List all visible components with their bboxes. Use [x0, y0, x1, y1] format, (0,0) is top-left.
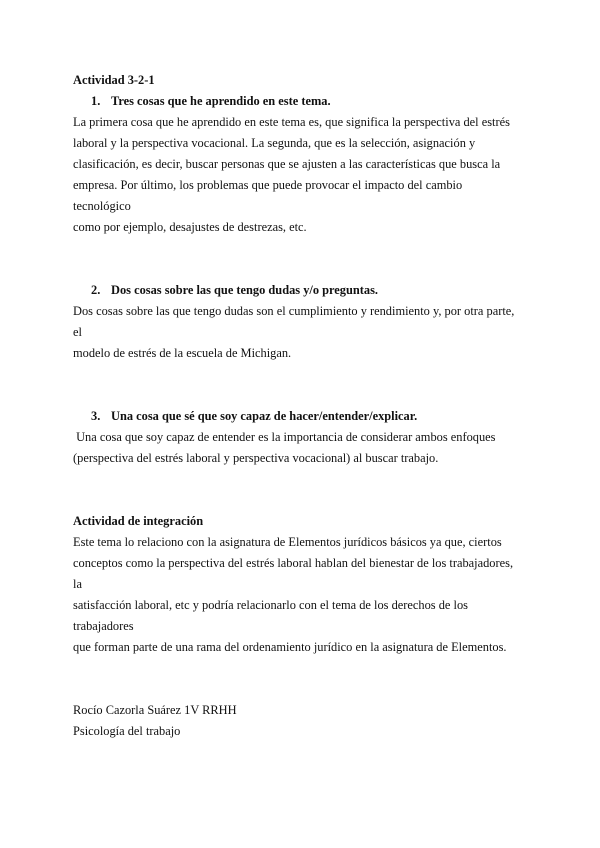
section-1-title: Tres cosas que he aprendido en este tema.	[111, 94, 331, 108]
body-line: que forman parte de una rama del ordenamiento jurídico en la asignatura de Elementos.	[73, 640, 507, 654]
body-line: (perspectiva del estrés laboral y perspectiva vocacional) al buscar trabajo.	[73, 451, 439, 465]
body-line: La primera cosa que he aprendido en este tema es, que significa la perspectiva del estrés	[73, 115, 510, 129]
section-1-heading	[73, 91, 523, 112]
body-line: Una cosa que soy capaz de entender es la importancia de considerar ambos enfoques	[73, 430, 496, 444]
spacer	[73, 238, 523, 280]
integration-body	[73, 532, 523, 658]
section-3-number: 3.	[91, 409, 101, 423]
body-line: Este tema lo relaciono con la asignatura de Elementos jurídicos básicos ya que, ciertos	[73, 535, 502, 549]
spacer	[73, 469, 523, 511]
section-1-number: 1.	[91, 94, 101, 108]
body-line: empresa. Por último, los problemas que puede provocar el impacto del cambio tecnológico	[73, 178, 463, 213]
subject-line: Psicología del trabajo	[73, 724, 181, 738]
body-line: como por ejemplo, desajustes de destrezas, etc.	[73, 220, 307, 234]
section-3-heading	[73, 406, 523, 427]
spacer	[73, 658, 523, 700]
activity-title: Actividad 3-2-1	[73, 73, 155, 87]
section-2-body	[73, 301, 523, 364]
section-2-title: Dos cosas sobre las que tengo dudas y/o preguntas.	[111, 283, 379, 297]
body-line: clasificación, es decir, buscar personas que se ajusten a las características que busca la	[73, 157, 501, 171]
section-3-title: Una cosa que sé que soy capaz de hacer/entender/explicar.	[111, 409, 418, 423]
spacer	[73, 364, 523, 406]
integration-title: Actividad de integración	[73, 514, 204, 528]
section-2-heading	[73, 280, 523, 301]
author-line: Rocío Cazorla Suárez 1V RRHH	[73, 703, 237, 717]
section-3-body	[73, 427, 523, 469]
body-line: modelo de estrés de la escuela de Michigan.	[73, 346, 292, 360]
body-line: laboral y la perspectiva vocacional. La segunda, que es la selección, asignación y	[73, 136, 476, 150]
section-2-number: 2.	[91, 283, 101, 297]
body-line: satisfacción laboral, etc y podría relacionarlo con el tema de los derechos de los trabajadores	[73, 598, 468, 633]
body-line: conceptos como la perspectiva del estrés laboral hablan del bienestar de los trabajadores, la	[73, 556, 514, 591]
body-line: Dos cosas sobre las que tengo dudas son el cumplimiento y rendimiento y, por otra parte, el	[73, 304, 515, 339]
document-page	[73, 70, 523, 742]
section-1-body	[73, 112, 523, 238]
